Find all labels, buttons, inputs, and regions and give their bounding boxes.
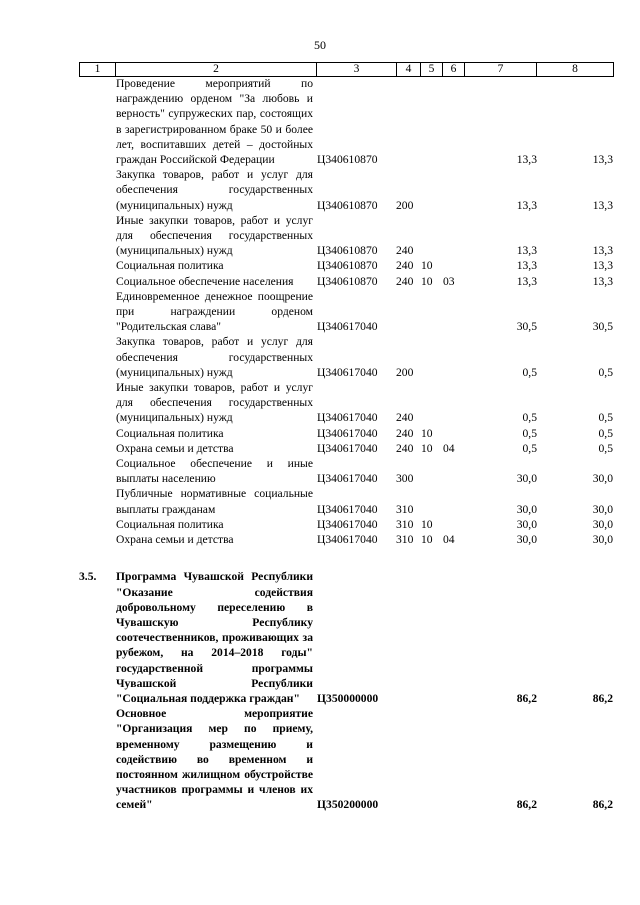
row-rz: 10 <box>421 441 433 455</box>
row-name: Проведение мероприятий по награждению орденом "За любовь и верность" супружеских пар, состоящих в зарегистрированном браке 50 и более лет, воспитавших детей – достойных граждан Российской Федерации <box>116 77 313 167</box>
row-pr: 04 <box>443 441 455 455</box>
table-row <box>79 517 613 532</box>
row-pr: 03 <box>443 274 455 288</box>
row-vr: 240 <box>396 441 414 455</box>
table-row <box>79 289 613 335</box>
row-name: Социальное обеспечение населения <box>116 274 294 288</box>
table-row-program <box>79 569 613 706</box>
row-code: Ц340617040 <box>317 441 378 455</box>
row-value-2017: 13,3 <box>516 153 537 167</box>
row-value-2018: 86,2 <box>592 798 613 812</box>
header-col-1: 1 <box>80 63 116 77</box>
row-name: Публичные нормативные социальные выплаты гражданам <box>116 487 313 516</box>
row-vr: 300 <box>396 472 414 486</box>
table-row <box>79 334 613 380</box>
row-name: Иные закупки товаров, работ и услуг для обеспечения государственных (муниципальных) нужд <box>116 381 313 425</box>
row-name: Социальная политика <box>116 259 224 273</box>
header-col-4: 4 <box>397 63 421 77</box>
header-col-7: 7 <box>465 63 537 77</box>
row-name: Иные закупки товаров, работ и услуг для обеспечения государственных (муниципальных) нужд <box>116 213 313 258</box>
row-value-2017: 13,3 <box>516 274 537 288</box>
row-name: Социальная политика <box>116 426 224 440</box>
row-vr: 310 <box>396 517 414 531</box>
header-col-6: 6 <box>443 63 465 77</box>
table-row <box>79 213 613 259</box>
table-row <box>79 274 613 289</box>
row-number: 3.5. <box>79 570 97 584</box>
header-col-3: 3 <box>317 63 397 77</box>
row-vr: 240 <box>396 426 414 440</box>
row-code: Ц340610870 <box>317 244 378 258</box>
table-row-main-event <box>79 706 613 812</box>
table-row <box>79 441 613 456</box>
row-value-2017: 0,5 <box>522 411 537 425</box>
row-name: Социальная политика <box>116 517 224 531</box>
row-vr: 240 <box>396 244 414 258</box>
table-row <box>79 486 613 516</box>
row-value-2017: 0,5 <box>522 441 537 455</box>
table-row <box>79 426 613 441</box>
row-value-2018: 13,3 <box>592 274 613 288</box>
row-value-2018: 0,5 <box>598 411 613 425</box>
row-value-2018: 0,5 <box>598 441 613 455</box>
row-value-2017: 0,5 <box>522 426 537 440</box>
row-value-2018: 86,2 <box>592 691 613 705</box>
row-code: Ц340610870 <box>317 274 378 288</box>
row-value-2018: 13,3 <box>592 259 613 273</box>
row-code: Ц340617040 <box>317 426 378 440</box>
row-vr: 200 <box>396 365 414 379</box>
row-code: Ц340617040 <box>317 502 378 516</box>
header-col-8: 8 <box>537 63 614 77</box>
row-value-2017: 30,0 <box>516 502 537 516</box>
section-gap <box>79 547 613 569</box>
row-value-2018: 30,0 <box>592 472 613 486</box>
row-vr: 310 <box>396 533 414 547</box>
row-value-2018: 0,5 <box>598 365 613 379</box>
row-value-2017: 30,0 <box>516 533 537 547</box>
row-name: Охрана семьи и детства <box>116 533 234 547</box>
row-value-2018: 13,3 <box>592 153 613 167</box>
page-number: 50 <box>314 38 326 52</box>
row-value-2018: 30,5 <box>592 320 613 334</box>
row-name: Закупка товаров, работ и услуг для обеспечения государственных (муниципальных) нужд <box>116 168 313 212</box>
row-code: Ц340617040 <box>317 365 378 379</box>
row-code: Ц340610870 <box>317 153 378 167</box>
row-value-2017: 86,2 <box>516 798 537 812</box>
row-value-2017: 30,0 <box>516 472 537 486</box>
row-name: Основное мероприятие "Организация мер по приему, временному размещению и содействию во временном и постоянном жилищном обустройстве участников программы и членов их семей" <box>116 707 313 812</box>
row-vr: 310 <box>396 502 414 516</box>
row-code: Ц340610870 <box>317 259 378 273</box>
row-rz: 10 <box>421 517 433 531</box>
row-value-2018: 30,0 <box>592 502 613 516</box>
row-code: Ц340617040 <box>317 320 378 334</box>
row-rz: 10 <box>421 259 433 273</box>
row-code: Ц340617040 <box>317 472 378 486</box>
row-value-2017: 30,0 <box>516 517 537 531</box>
row-code: Ц350200000 <box>317 798 379 812</box>
row-value-2018: 0,5 <box>598 426 613 440</box>
column-number-header <box>79 62 614 77</box>
row-name: Единовременное денежное поощрение при награждении орденом "Родительская слава" <box>116 289 313 334</box>
table-row <box>79 167 613 213</box>
row-rz: 10 <box>421 426 433 440</box>
row-vr: 240 <box>396 274 414 288</box>
row-name: Охрана семьи и детства <box>116 441 234 455</box>
row-rz: 10 <box>421 274 433 288</box>
row-value-2017: 13,3 <box>516 198 537 212</box>
row-name: Закупка товаров, работ и услуг для обеспечения государственных (муниципальных) нужд <box>116 335 313 379</box>
row-name: Программа Чувашской Республики "Оказание содействия добровольному переселению в Чувашскую Республику соотечественников, проживающих за рубежом, на 2014–2018 годы" государственной программы Чувашской Республики "Социальная поддержка граждан" <box>116 570 313 705</box>
table-row <box>79 258 613 273</box>
table-row <box>79 380 613 426</box>
table-row <box>79 532 613 547</box>
row-pr: 04 <box>443 533 455 547</box>
row-value-2017: 13,3 <box>516 244 537 258</box>
row-vr: 240 <box>396 411 414 425</box>
row-vr: 240 <box>396 259 414 273</box>
table-row <box>79 456 613 486</box>
row-code: Ц340610870 <box>317 198 378 212</box>
row-rz: 10 <box>421 533 433 547</box>
row-code: Ц340617040 <box>317 533 378 547</box>
row-value-2017: 0,5 <box>522 365 537 379</box>
row-code: Ц340617040 <box>317 411 378 425</box>
row-value-2017: 30,5 <box>516 320 537 334</box>
header-col-2: 2 <box>116 63 317 77</box>
row-name: Социальное обеспечение и иные выплаты населению <box>116 457 313 486</box>
header-col-5: 5 <box>421 63 443 77</box>
row-vr: 200 <box>396 198 414 212</box>
row-value-2017: 13,3 <box>516 259 537 273</box>
table-row <box>79 76 613 167</box>
row-value-2018: 30,0 <box>592 533 613 547</box>
row-code: Ц350000000 <box>317 691 379 705</box>
row-value-2018: 13,3 <box>592 198 613 212</box>
row-value-2018: 13,3 <box>592 244 613 258</box>
row-code: Ц340617040 <box>317 517 378 531</box>
row-value-2017: 86,2 <box>516 691 537 705</box>
row-value-2018: 30,0 <box>592 517 613 531</box>
budget-table-body <box>79 76 613 813</box>
